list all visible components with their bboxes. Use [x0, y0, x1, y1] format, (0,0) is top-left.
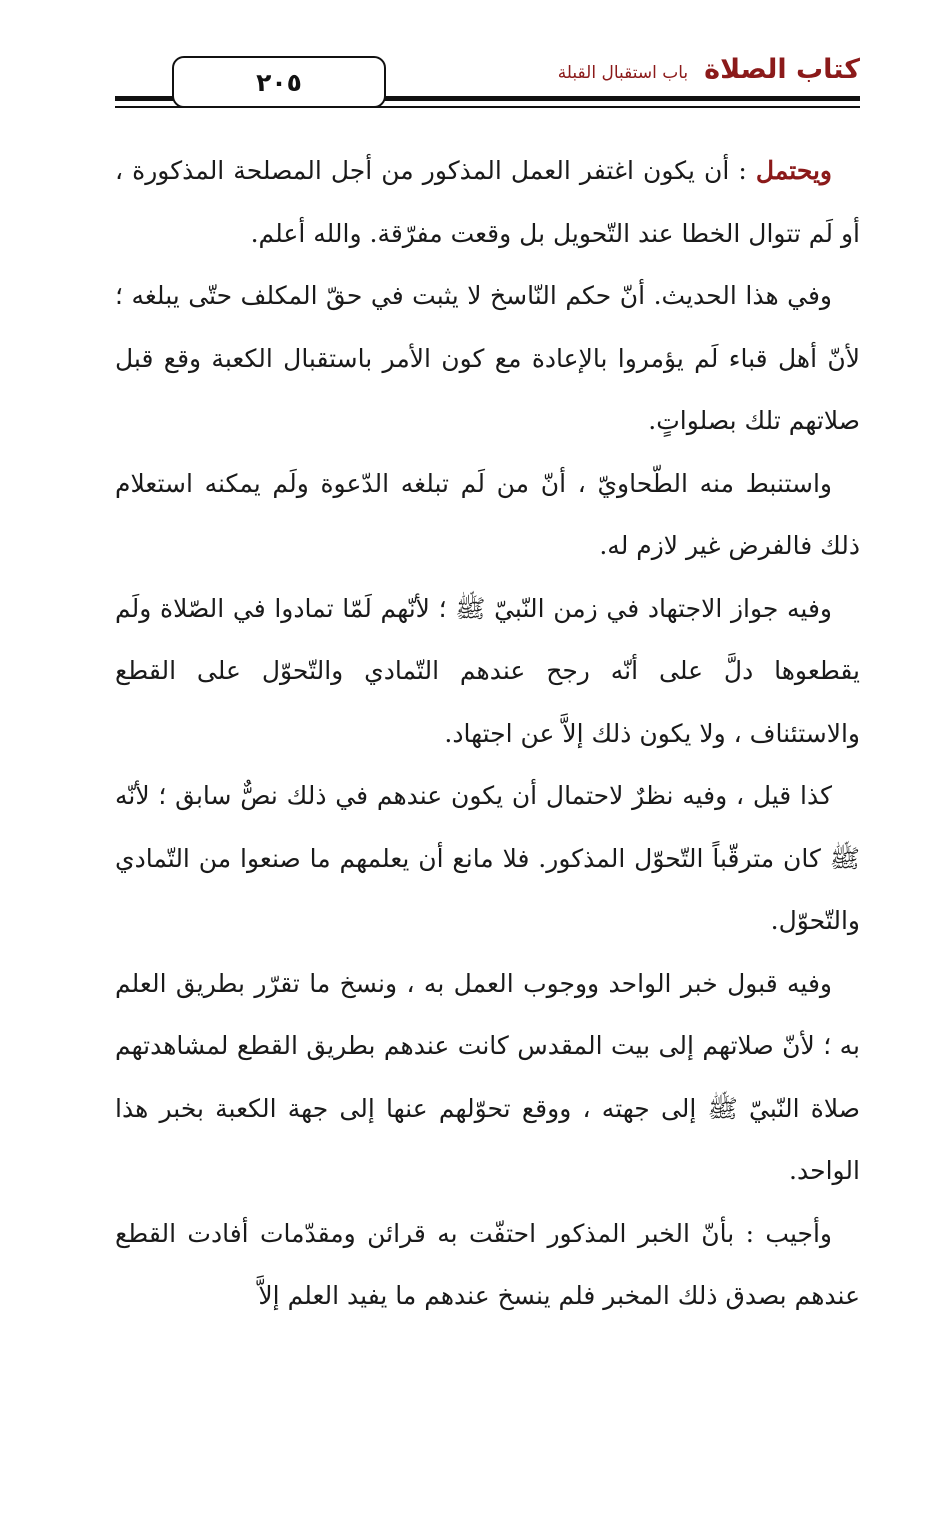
paragraph-2: وفي هذا الحديث. أنّ حكم النّاسخ لا يثبت في حقّ المكلف حتّى يبلغه ؛ لأنّ أهل قباء لَم يؤمروا بالإعادة مع كون الأمر باستقبال الكعبة وقع قبل صلاتهم تلك بصلواتٍ.: [115, 281, 860, 435]
paragraph-1-text: : أن يكون اغتفر العمل المذكور من أجل المصلحة المذكورة ، أو لَم تتوال الخطا عند التّحويل بل وقعت مفرّقة. والله أعلم.: [115, 156, 860, 248]
paragraph-1: [115, 140, 860, 265]
book-title: كتاب الصلاة: [704, 54, 860, 85]
chapter-title: باب استقبال القبلة: [557, 63, 689, 83]
paragraph-6: وفيه قبول خبر الواحد ووجوب العمل به ، ونسخ ما تقرّر بطريق العلم به ؛ لأنّ صلاتهم إلى بيت المقدس كانت عندهم بطريق القطع لمشاهدتهم صلاة النّبيّ ﷺ إلى جهته ، ووقع تحوّلهم عنها إلى جهة الكعبة بخبر هذا الواحد.: [115, 968, 860, 1185]
paragraph-3: واستنبط منه الطّحاويّ ، أنّ من لَم تبلغه الدّعوة ولَم يمكنه استعلام ذلك فالفرض غير لازم له.: [115, 468, 860, 560]
page-content: [115, 140, 860, 1328]
paragraph-keyword: ويحتمل: [755, 156, 832, 185]
paragraph-5: كذا قيل ، وفيه نظرٌ لاحتمال أن يكون عندهم في ذلك نصٌّ سابق ؛ لأنّه ﷺ كان مترقّباً التّحوّل المذكور. فلا مانع أن يعلمهم ما صنعوا من التّمادي والتّحوّل.: [115, 781, 860, 935]
page-number: ٢٠٥: [256, 67, 302, 97]
paragraph-4: وفيه جواز الاجتهاد في زمن النّبيّ ﷺ ؛ لأنّهم لَمّا تمادوا في الصّلاة ولَم يقطعوها دلَّ على أنّه رجح عندهم التّمادي والتّحوّل على القطع والاستئناف ، ولا يكون ذلك إلاَّ عن اجتهاد.: [115, 593, 860, 748]
page-number-box: [172, 56, 386, 108]
header-titles: [558, 54, 860, 85]
page-header: [115, 52, 860, 112]
paragraph-7: وأجيب : بأنّ الخبر المذكور احتفّت به قرائن ومقدّمات أفادت القطع عندهم بصدق ذلك المخبر فلم ينسخ عندهم ما يفيد العلم إلاَّ: [115, 1218, 860, 1310]
